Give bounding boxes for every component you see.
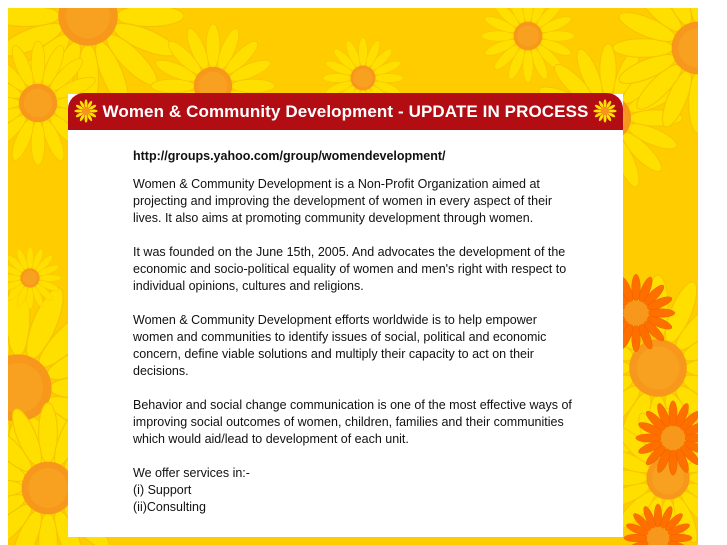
banner-title: Women & Community Development - UPDATE IN PROCESS bbox=[102, 101, 589, 121]
paragraph-founding: It was founded on the June 15th, 2005. And advocates the development of the economic and socio-political equality of women and men's right with respect to individual opinions, cultures and religions. bbox=[133, 245, 567, 293]
main-content bbox=[133, 148, 573, 516]
services-intro: We offer services in:- bbox=[133, 466, 250, 480]
header-banner bbox=[68, 93, 623, 130]
paragraph-communication: Behavior and social change communication is one of the most effective ways of improving social outcomes of women, children, families and their communities which would aid/lead to development of each unit. bbox=[133, 398, 572, 446]
sunflower-icon bbox=[74, 99, 98, 123]
service-item-support: (i) Support bbox=[133, 483, 192, 497]
paragraph-efforts: Women & Community Development efforts worldwide is to help empower women and communities to identify issues of social, political and economic concern, define viable solutions and multiply their capacity to act on their decisions. bbox=[133, 313, 547, 378]
group-url-text: http://groups.yahoo.com/group/womendevelopment/ bbox=[133, 149, 446, 163]
sunflower-icon bbox=[593, 99, 617, 123]
paragraph-about: Women & Community Development is a Non-Profit Organization aimed at projecting and improving the development of women in every aspect of their lives. It also aims at promoting community development through women. bbox=[133, 177, 552, 225]
service-item-consulting: (ii)Consulting bbox=[133, 500, 206, 514]
